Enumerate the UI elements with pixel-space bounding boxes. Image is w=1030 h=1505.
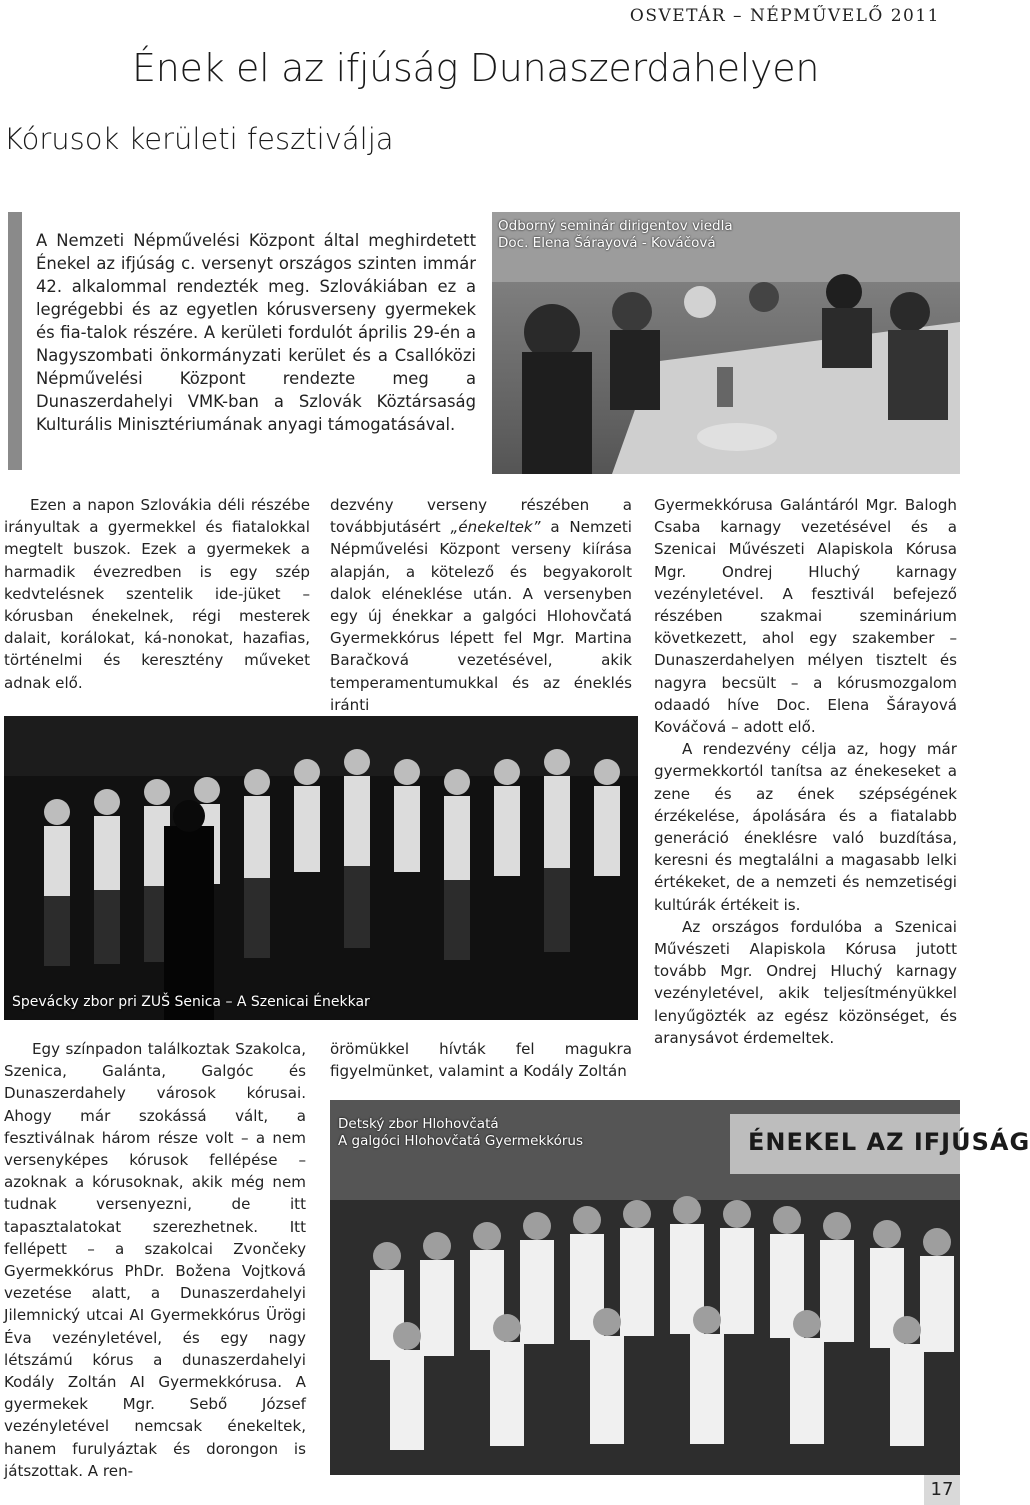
column1-bottom xyxy=(4,1038,306,1482)
col1b-choir1: Zvončeky Gyermekkórus PhDr. Božena Vojtková xyxy=(4,1239,306,1281)
hlohovec-choir-photo xyxy=(330,1100,1030,1475)
col2-choir: Hlohovčatá Gyermekkórus xyxy=(330,607,632,648)
column2-bottom xyxy=(330,1038,632,1082)
col3-text1c: karnagy vezetésével és a xyxy=(720,518,957,537)
col2-italic: „énekeltek” xyxy=(450,518,541,537)
col3-text1e: karnagy vezényletével. A fesztivál befejező részében szakmai szeminárium következett, ahol egy szakember – Dunaszerdahelyen mélyen tisztelt és nagyra becsült – a kórusmozgalom odaadó híve xyxy=(654,562,957,714)
hlohovec-caption-line2: A galgóci Hlohovčatá Gyermekkórus xyxy=(338,1133,584,1149)
col1b-choir4: Mgr. Sebő József xyxy=(122,1395,306,1414)
col1b-choir3: Kodály Zoltán AI Gyermekkórusa xyxy=(4,1373,278,1392)
senica-choir-photo xyxy=(4,716,638,1020)
lead-text: A Nemzeti Népművelési Központ által meghirdetett Énekel az ifjúság c. versenyt országos szinten immár 42. alkalommal rendezték meg. Szlovákiában ez a legrégebbi és az egyetlen kórusverseny gyermekek és fia-talok részére. A kerületi fordulót április 29-én a Nagyszombati önkormányzati kerület és a Csallóközi Népművelési Központ rendezte meg a Dunaszerdahelyi VMK-ban a Szlovák Köztársaság Kulturális Minisztériumának anyagi támogatásával. xyxy=(36,231,476,434)
page-number: 17 xyxy=(924,1475,960,1505)
column3 xyxy=(654,494,957,1049)
lead-paragraph xyxy=(36,229,476,436)
col1b-text4: . A gyermekek xyxy=(4,1373,307,1414)
col1b-choir2: Dunaszerdahelyi Jilemnický utcai AI Gyermekkórus Ürögi Éva xyxy=(4,1284,306,1347)
col1b-text1: Egy színpadon találkoztak Szakolca, Szenica, Galánta, Galgóc és Dunaszerdahely városok kórusai. Ahogy már szokássá vált, a fesztiválnak három része volt – a nem versenyképes kórusok fellépése – azoknak a kórusoknak, akik még nem tudnak versenyezni, de itt tapasztalatokat szerezhetnek. Itt fellépett – a szakolcai xyxy=(4,1040,306,1258)
seminar-caption-line1: Odborný seminár dirigentov viedla xyxy=(498,218,733,234)
col2-conductor: Mgr. Martina Baračková xyxy=(330,629,632,670)
col2-text1: dezvény verseny részében a továbbjutásért xyxy=(330,496,632,537)
column1-top xyxy=(4,494,310,694)
seminar-caption xyxy=(498,218,733,252)
col3-text1a: Gyermekkórusa Galántáról xyxy=(654,496,859,514)
col3-text1d: Szenicai Művészeti Alapiskola Kórusa Mgr. Ondrej Hluchý xyxy=(654,540,957,581)
col1b-text5: vezényletével nemcsak énekeltek, hanem furulyáztak és dorongon is játszottak. A ren- xyxy=(4,1417,306,1480)
col3-text1f: Doc. Elena Šárayová Kováčová xyxy=(654,695,958,737)
col2-text4: vezetésével, akik temperamentumukkal és az éneklés iránti xyxy=(330,651,632,714)
article-subtitle: Kórusok kerületi fesztiválja xyxy=(4,122,394,156)
hlohovec-choir-image xyxy=(330,1100,960,1475)
col3-paragraph2: A rendezvény célja az, hogy már gyermekkortól tanítsa az énekeseket a zene és az ének szépségének érzékelése, ápolására és a fiatalabb generáció éneklésre való buzdítása, keresni és megtalálni a magasabb lelki értékeket, de a nemzeti és nemzetiségi kultúrák értékeit is. xyxy=(654,740,957,914)
col2-text2: a Nemzeti Népművelési Központ verseny kiírása alapján, a kötelező és begyakorolt dalok eléneklése után. A versenyben egy új énekkar a galgóci xyxy=(330,518,632,626)
col3-paragraph3: Az országos fordulóba a Szenicai Művészeti Alapiskola Kórusa jutott tovább Mgr. Ondrej Hluchý karnagy vezényletével, akik teljesítményükkel lenyűgözték az egész közönséget, és aranysávot érdemeltek. xyxy=(654,917,957,1047)
col1-intro: Ezen a napon Szlovákia déli részébe irányultak a gyermekkel és fiatalokkal megtelt buszok. xyxy=(4,496,310,559)
lead-accent-bar xyxy=(8,212,22,470)
senica-caption: Spevácky zbor pri ZUŠ Senica – A Szenicai Énekkar xyxy=(12,994,370,1010)
col3-text1b: Mgr. Balogh Csaba xyxy=(654,496,957,537)
hlohovec-caption xyxy=(338,1116,583,1150)
seminar-caption-line2: Doc. Elena Šárayová - Kováčová xyxy=(498,235,716,251)
senica-choir-image xyxy=(4,716,638,1020)
seminar-photo xyxy=(492,212,960,474)
col2b-bold: Kodály Zoltán xyxy=(523,1062,627,1081)
article-title: Ének el az ifjúság Dunaszerdahelyen xyxy=(132,46,820,90)
column2-top xyxy=(330,494,632,716)
col1b-text3: vezényletével, és egy nagy létszámú kórus a dunaszerdahelyi xyxy=(4,1328,306,1369)
hlohovec-caption-line1: Detský zbor Hlohovčatá xyxy=(338,1116,499,1132)
banner-text: ÉNEKEL AZ IFJÚSÁG xyxy=(748,1128,1030,1156)
col1b-text2: vezetése alatt, a xyxy=(4,1284,161,1303)
col1-rest: Ezek a gyermekek a harmadik évezredben is egy szép kedvtelésnek szentelik ide-jüket – kórusban énekelnek, régi mesterek dalait, korálokat, ká-nonokat, hazafias, történelmi és keresztény műveket adnak elő. xyxy=(4,540,310,692)
col2-text3: lépett fel xyxy=(449,629,523,648)
col2b-text1: örömükkel hívták fel magukra figyelmünket, valamint a xyxy=(330,1040,632,1081)
col3-text1g: – adott elő. xyxy=(731,718,816,737)
running-header: OSVETÁR – NÉPMŰVELŐ 2011 xyxy=(629,6,940,26)
